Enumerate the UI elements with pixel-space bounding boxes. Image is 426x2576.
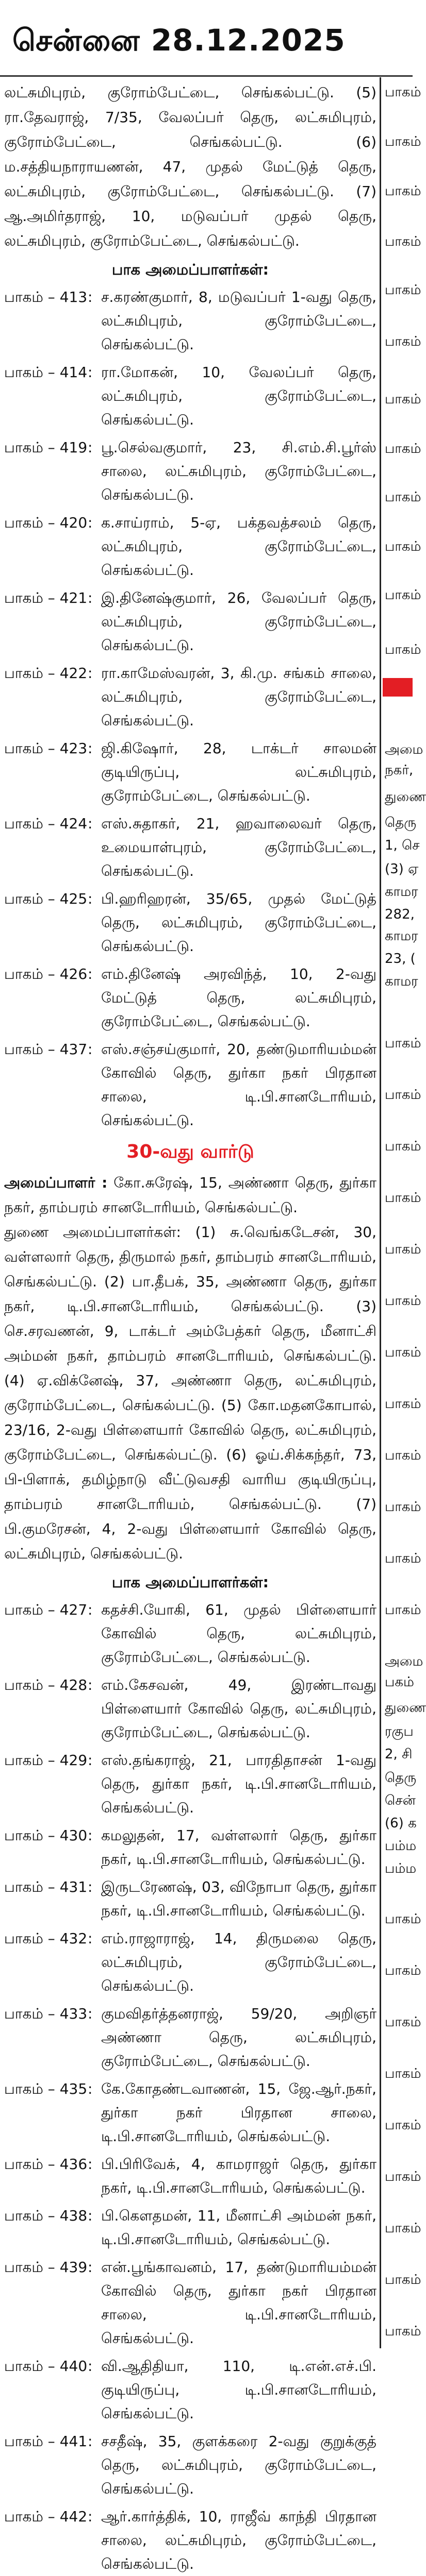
entry-number: பாகம் – 441 (4, 2433, 88, 2450)
organizer-label: அமைப்பாளர் : (4, 1174, 108, 1191)
entry-row (4, 436, 376, 507)
organizer-paragraph (4, 1171, 376, 1220)
entry-text: பி.கௌதமன், 11, மீனாட்சி அம்மன் நகர், டி.பி.சானடோரியம், செங்கல்பட்டு. (101, 2207, 376, 2248)
entry-text: எஸ்.சுதாகர், 21, ஹவாலைவர் தெரு, உமையாள்புரம், குரோம்பேட்டை, செங்கல்பட்டு. (101, 815, 376, 879)
entry-number: பாகம் – 429 (4, 1752, 88, 1769)
entry-row (4, 2505, 376, 2576)
entry-number: பாகம் – 421 (4, 589, 88, 606)
entry-text: என்.பூங்காவனம், 17, தண்டுமாரியம்மன் கோவில் தெரு, துர்கா நகர் பிரதான சாலை, டி.பி.சானடோரியம், செங்கல்பட்டு. (101, 2259, 376, 2347)
entry-text: கமலுதன், 17, வள்ளலார் தெரு, துர்கா நகர், டி.பி.சானடோரியம், செங்கல்பட்டு. (101, 1827, 376, 1868)
strip-text: பாகம் (385, 1139, 421, 1154)
entry-text: சசதீஷ், 35, குளக்கரை 2-வது குறுக்குத் தெரு, லட்சுமிபுரம், குரோம்பேட்டை, செங்கல்பட்டு. (101, 2433, 376, 2497)
entry-separator: : (88, 2207, 93, 2224)
entry-text: இருடரேணஷ், 03, விநோபா தெரு, துர்கா நகர், டி.பி.சானடோரியம், செங்கல்பட்டு. (101, 1878, 376, 1919)
strip-text: ரகுப (385, 1724, 414, 1739)
entry-text: பூ.செல்வகுமார், 23, சி.எம்.சி.பூர்ஸ் சாலை, லட்சுமிபுரம், குரோம்பேட்டை, செங்கல்பட்டு. (101, 439, 376, 503)
strip-text: பாகம் (385, 2324, 421, 2339)
strip-text: (6) க (385, 1816, 417, 1831)
entry-text: எம்.ராஜாராஜ், 14, திருமலை தெரு, லட்சுமிபுரம், குரோம்பேட்டை, செங்கல்பட்டு. (101, 1930, 376, 1994)
strip-text: அமை (385, 742, 423, 757)
entry-text: க.சாய்ராம், 5-ஏ, பக்தவத்சலம் தெரு, லட்சுமிபுரம், குரோம்பேட்டை, செங்கல்பட்டு. (101, 514, 376, 579)
strip-text: 23, ( (385, 951, 416, 967)
entry-number: பாகம் – 424 (4, 815, 88, 832)
entry-row (4, 2430, 376, 2501)
entry-separator: : (88, 2508, 93, 2525)
header-rule (0, 75, 413, 77)
strip-text: பாகம் (385, 1602, 421, 1618)
strip-text: பாகம் (385, 1293, 421, 1309)
strip-text: நகர், (385, 762, 414, 778)
strip-text: பாகம் (385, 1499, 421, 1515)
entry-text: பி.பிரிவேக், 4, காமராஜர் தெரு, துர்கா நகர், டி.பி.சானடோரியம், செங்கல்பட்டு. (101, 2156, 376, 2196)
strip-text: பாகம் (385, 234, 421, 249)
strip-text: பாகம் (385, 1963, 421, 1978)
entry-separator: : (88, 665, 93, 682)
entry-text: எஸ்.தங்கராஜ், 21, பாரதிதாசன் 1-வது தெரு, துர்கா நகர், டி.பி.சானடோரியம், செங்கல்பட்டு. (101, 1752, 376, 1816)
entry-number: பாகம் – 435 (4, 2080, 88, 2097)
entry-separator: : (88, 289, 93, 306)
strip-text: பாகம் (385, 1448, 421, 1463)
strip-text: காமர (385, 974, 418, 989)
entry-row (4, 662, 376, 733)
strip-text: துணை (385, 1700, 426, 1716)
entry-row (4, 511, 376, 582)
entry-row (4, 361, 376, 432)
strip-text: பாகம் (385, 2272, 421, 2287)
entry-text: கதச்சி.யோகி, 61, முதல் பிள்ளையார் கோவில் தெரு, லட்சுமிபுரம், குரோம்பேட்டை, செங்கல்பட்டு. (101, 1601, 376, 1666)
entry-number: பாகம் – 413 (4, 289, 88, 306)
entry-row (4, 2354, 376, 2426)
entry-row (4, 2077, 376, 2148)
entry-number: பாகம் – 420 (4, 514, 88, 531)
entry-separator: : (88, 1878, 93, 1895)
strip-text: அமை (385, 1654, 423, 1669)
entry-separator: : (88, 965, 93, 982)
entry-row (4, 2153, 376, 2200)
entry-text: பி.ஹரிஹரன், 35/65, முதல் மேட்டுத் தெரு, லட்சுமிபுரம், குரோம்பேட்டை, செங்கல்பட்டு. (101, 890, 376, 955)
entry-row (4, 2002, 376, 2073)
strip-text: பாகம் (385, 539, 421, 554)
strip-text: தெரு (385, 815, 417, 831)
entry-number: பாகம் – 423 (4, 740, 88, 757)
entry-separator: : (88, 2080, 93, 2097)
entry-text: எம்.கேசவன், 49, இரண்டாவது பிள்ளையார் கோவில் தெரு, லட்சுமிபுரம், குரோம்பேட்டை, செங்கல்பட்டு. (101, 1676, 376, 1741)
strip-text: சென் (385, 1793, 416, 1808)
entry-separator: : (88, 890, 93, 907)
strip-text: 1, செ (385, 838, 420, 853)
strip-text: 2, சி (385, 1747, 413, 1762)
strip-text: பாகம் (385, 1551, 421, 1566)
strip-text: பாகம் (385, 2221, 421, 2236)
entry-row (4, 1824, 376, 1871)
strip-text: பாகம் (385, 2117, 421, 2133)
entry-row (4, 2204, 376, 2251)
entry-number: பாகம் – 414 (4, 364, 88, 381)
entry-number: பாகம் – 430 (4, 1827, 88, 1844)
entry-number: பாகம் – 433 (4, 2005, 88, 2022)
entry-text: குமவிதர்த்தனராஜ், 59/20, அறிஞர் அண்ணா தெரு, லட்சுமிபுரம், குரோம்பேட்டை, செங்கல்பட்டு. (101, 2005, 376, 2070)
column-divider (380, 77, 381, 2348)
entry-separator: : (88, 589, 93, 606)
strip-text: தெரு (385, 1770, 417, 1786)
strip-text: பாகம் (385, 334, 421, 349)
strip-text: பாகம் (385, 1087, 421, 1103)
entry-number: பாகம் – 427 (4, 1601, 88, 1618)
strip-text: துணை (385, 789, 426, 805)
entry-row (4, 962, 376, 1033)
entry-number: பாகம் – 431 (4, 1878, 88, 1895)
entry-separator: : (88, 2259, 93, 2276)
ward-heading-30: 30-வது வார்டு (126, 1141, 254, 1162)
entry-separator: : (88, 2005, 93, 2022)
strip-text: காமர (385, 884, 418, 900)
entry-text: ரா.மோகன், 10, வேலப்பர் தெரு, லட்சுமிபுரம், குரோம்பேட்டை, செங்கல்பட்டு. (101, 364, 376, 428)
entry-number: பாகம் – 425 (4, 890, 88, 907)
entry-row (4, 1875, 376, 1923)
strip-text: பகம் (385, 1674, 414, 1690)
entry-row (4, 285, 376, 357)
entry-number: பாகம் – 419 (4, 439, 88, 456)
entry-row (4, 1927, 376, 1998)
strip-text: பாகம் (385, 1345, 421, 1360)
entry-number: பாகம் – 439 (4, 2259, 88, 2276)
top-paragraph: லட்சுமிபுரம், குரோம்பேட்டை, செங்கல்பட்டு. (5) ரா.தேவராஜ், 7/35, வேலப்பர் தெரு, லட்சுமிபுரம், குரோம்பேட்டை, செங்கல்பட்டு. (6) ம.சத்தியநாராயணன், 47, முதல் மேட்டுத் தெரு, லட்சுமிபுரம், குரோம்பேட்டை, செங்கல்பட்டு. (7) ஆ.அமிர்தராஜ், 10, மடுவப்பர் முதல் தெரு, லட்சுமிபுரம், குரோம்பேட்டை, செங்கல்பட்டு. (4, 84, 376, 249)
strip-text: பம்ம (385, 1861, 417, 1876)
deputy-text: (1) சு.வெங்கடேசன், 30, வள்ளலார் தெரு, திருமால் நகர், தாம்பரம் சானடோரியம், செங்கல்பட்டு. (2) பா.தீபக், 35, அண்ணா தெரு, துர்கா நகர், டி.பி.சானடோரியம், செங்கல்பட்டு. (3) செ.சரவணன், 9, டாக்டர் அம்பேத்கர் தெரு, மீனாட்சி அம்மன் நகர், தாம்பரம் சானடோரியம், செங்கல்பட்டு. (4) ஏ.விக்னேஷ், 37, அண்ணா தெரு, லட்சுமிபுரம், குரோம்பேட்டை, செங்கல்பட்டு. (5) கோ.மதனகோபால், 23/16, 2-வது பிள்ளையார் கோவில் தெரு, லட்சுமிபுரம், குரோம்பேட்டை, செங்கல்பட்டு. (6) ஓய்.சிக்கந்தர், 73, பி-பிளாக், தமிழ்நாடு வீட்டுவசதி வாரிய குடியிருப்பு, தாம்பரம் சானடோரியம், செங்கல்பட்டு. (7) பி.குமரேசன், 4, 2-வது பிள்ளையார் கோவில் தெரு, லட்சுமிபுரம், செங்கல்பட்டு. (4, 1224, 377, 1562)
entry-separator: : (88, 1676, 93, 1693)
page-header (0, 0, 413, 69)
entry-number: பாகம் – 422 (4, 665, 88, 682)
entry-separator: : (88, 1601, 93, 1618)
main-column (4, 80, 376, 2576)
entry-separator: : (88, 514, 93, 531)
entry-text: ச.கரண்குமார், 8, மடுவப்பர் 1-வது தெரு, லட்சுமிபுரம், குரோம்பேட்டை, செங்கல்பட்டு. (101, 289, 376, 353)
entry-separator: : (88, 1752, 93, 1769)
strip-text: பாகம் (385, 134, 421, 149)
deputy-paragraph (4, 1220, 376, 1566)
entry-separator: : (88, 1827, 93, 1844)
entry-text: ரா.காமேஸ்வரன், 3, கி.மு. சங்கம் சாலை, லட்சுமிபுரம், குரோம்பேட்டை, செங்கல்பட்டு. (101, 665, 376, 729)
strip-text: பாகம் (385, 392, 421, 407)
strip-text: பம்ம (385, 1838, 417, 1854)
section-heading: பாக அமைப்பாளர்கள்: (111, 261, 269, 278)
entry-number: பாகம் – 432 (4, 1930, 88, 1947)
strip-text: (3) ஏ (385, 861, 419, 877)
deputy-label: துணை அமைப்பாளர்கள்: (4, 1224, 181, 1241)
strip-text: பாகம் (385, 2066, 421, 2081)
strip-text: பாகம் (385, 489, 421, 505)
strip-text: பாகம் (385, 1242, 421, 1257)
entry-list (4, 285, 376, 1132)
section-heading: பாக அமைப்பாளர்கள்: (111, 1573, 269, 1591)
strip-text: பாகம் (385, 84, 421, 100)
strip-text: பாகம் (385, 441, 421, 456)
strip-text: பாகம் (385, 1190, 421, 1206)
entry-separator: : (88, 364, 93, 381)
entry-number: பாகம் – 428 (4, 1676, 88, 1693)
entry-number: பாகம் – 442 (4, 2508, 88, 2525)
strip-text: பாகம் (385, 1396, 421, 1412)
strip-text: பாகம் (385, 642, 421, 657)
entry-separator: : (88, 2358, 93, 2375)
entry-text: எம்.தினேஷ் அரவிந்த், 10, 2-வது மேட்டுத் தெரு, லட்சுமிபுரம், குரோம்பேட்டை, செங்கல்பட்டு. (101, 965, 376, 1030)
entry-separator: : (88, 439, 93, 456)
entry-number: பாகம் – 437 (4, 1041, 88, 1058)
entry-text: ஆர்.கார்த்திக், 10, ராஜீவ் காந்தி பிரதான சாலை, லட்சுமிபுரம், குரோம்பேட்டை, செங்கல்பட்டு. (101, 2508, 376, 2572)
strip-text: பாகம் (385, 1911, 421, 1927)
entry-text: இ.தினேஷ்குமார், 26, வேலப்பர் தெரு, லட்சுமிபுரம், குரோம்பேட்டை, செங்கல்பட்டு. (101, 589, 376, 654)
entry-row (4, 812, 376, 883)
strip-text: பாகம் (385, 282, 421, 298)
page-title: சென்னை 28.12.2025 (12, 23, 346, 58)
red-marker (383, 678, 413, 697)
entry-number: பாகம் – 426 (4, 965, 88, 982)
entry-row (4, 2256, 376, 2350)
entry-row (4, 1673, 376, 1744)
strip-text: பாகம் (385, 587, 421, 603)
strip-text: பாகம் (385, 1036, 421, 1051)
strip-text: பாகம் (385, 183, 421, 199)
entry-text: எஸ்.சஞ்சய்குமார், 20, தண்டுமாரியம்மன் கோவில் தெரு, துர்கா நகர் பிரதான சாலை, டி.பி.சானடோரியம், செங்கல்பட்டு. (101, 1041, 376, 1129)
entry-separator: : (88, 1930, 93, 1947)
entry-row (4, 1749, 376, 1820)
entry-separator: : (88, 2156, 93, 2173)
adjacent-column-strip (383, 77, 426, 2348)
strip-text: காமர (385, 928, 418, 944)
entry-separator: : (88, 1041, 93, 1058)
strip-text: பாகம் (385, 2014, 421, 2030)
entry-row (4, 586, 376, 657)
entry-text: ஜி.கிஷோர், 28, டாக்டர் சாலமன் குடியிருப்பு, லட்சுமிபுரம், குரோம்பேட்டை, செங்கல்பட்டு. (101, 740, 376, 804)
entry-separator: : (88, 815, 93, 832)
entry-row (4, 887, 376, 958)
entry-list (4, 1598, 376, 2576)
entry-number: பாகம் – 438 (4, 2207, 88, 2224)
entry-text: வி.ஆதிதியா, 110, டி.என்.எச்.பி. குடியிருப்பு, டி.பி.சானடோரியம், செங்கல்பட்டு. (101, 2358, 376, 2422)
entry-number: பாகம் – 436 (4, 2156, 88, 2173)
entry-separator: : (88, 2433, 93, 2450)
entry-row (4, 737, 376, 808)
entry-row (4, 1038, 376, 1132)
strip-text: பாகம் (385, 2169, 421, 2184)
organizer-text: கோ.சுரேஷ், 15, அண்ணா தெரு, துர்கா நகர், தாம்பரம் சானடோரியம், செங்கல்பட்டு. (4, 1174, 376, 1216)
entry-row (4, 1598, 376, 1669)
entry-text: கே.கோதண்டவாணன், 15, ஜே.ஆர்.நகர், துர்கா நகர் பிரதான சாலை, டி.பி.சானடோரியம், செங்கல்பட்டு. (101, 2080, 376, 2145)
strip-text: 282, (385, 907, 415, 922)
entry-number: பாகம் – 440 (4, 2358, 88, 2375)
entry-separator: : (88, 740, 93, 757)
